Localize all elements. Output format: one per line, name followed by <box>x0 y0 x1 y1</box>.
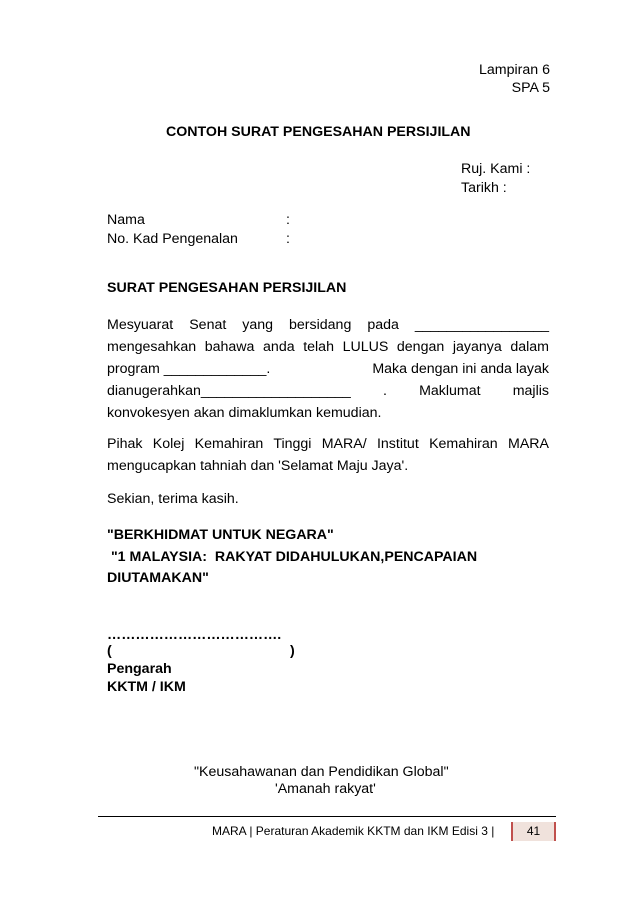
paragraph-segment: Maklumat <box>419 383 481 399</box>
paragraph-segment: Maka dengan ini anda layak <box>372 361 549 377</box>
paragraph-line: konvokesyen akan dimaklumkan kemudian. <box>107 405 382 421</box>
ic-label: No. Kad Pengenalan <box>107 231 238 247</box>
signatory-paren-close: ) <box>290 643 295 659</box>
motto-1malaysia-cont: DIUTAMAKAN" <box>107 570 209 586</box>
paragraph-line: Pihak Kolej Kemahiran Tinggi MARA/ Institut Kemahiran MARA <box>107 436 549 452</box>
paragraph-result <box>107 314 549 424</box>
paragraph-line: mengucapkan tahniah dan 'Selamat Maju Jaya'. <box>107 458 409 474</box>
reference-label: Ruj. Kami : <box>461 161 531 177</box>
footer-divider <box>98 816 556 817</box>
slogan-line-2: 'Amanah rakyat' <box>275 781 376 797</box>
date-label: Tarikh : <box>461 180 507 196</box>
paragraph-segment: majlis <box>512 383 549 399</box>
paragraph-segment: program _____________. <box>107 361 271 377</box>
paragraph-line: mengesahkan bahawa anda telah LULUS dengan jayanya dalam <box>107 339 549 355</box>
footer-text: MARA | Peraturan Akademik KKTM dan IKM Edisi 3 | <box>212 824 495 838</box>
paragraph-segment: dianugerahkan___________________ <box>107 383 351 399</box>
motto-serve-nation: "BERKHIDMAT UNTUK NEGARA" <box>107 527 334 543</box>
paragraph-segment: . <box>382 383 387 399</box>
signatory-organization: KKTM / IKM <box>107 679 186 695</box>
slogan-line-1: "Keusahawanan dan Pendidikan Global" <box>194 764 449 780</box>
signature-line: ………………………………. <box>107 627 282 643</box>
closing-text: Sekian, terima kasih. <box>107 491 239 507</box>
document-title: CONTOH SURAT PENGESAHAN PERSIJILAN <box>166 124 471 140</box>
name-colon: : <box>286 212 290 228</box>
paragraph-line <box>107 380 549 402</box>
page-number: 41 <box>511 822 556 841</box>
paragraph-line: Mesyuarat Senat yang bersidang pada _________________ <box>107 317 549 333</box>
letter-subject: SURAT PENGESAHAN PERSIJILAN <box>107 280 347 296</box>
ic-colon: : <box>286 231 290 247</box>
form-code: SPA 5 <box>511 80 550 96</box>
paragraph-congratulations <box>107 433 549 477</box>
name-label: Nama <box>107 212 145 228</box>
signatory-paren-open: ( <box>107 643 112 659</box>
appendix-label: Lampiran 6 <box>479 62 550 78</box>
signatory-position: Pengarah <box>107 661 172 677</box>
motto-1malaysia: "1 MALAYSIA: RAKYAT DIDAHULUKAN,PENCAPAIAN <box>107 549 478 565</box>
paragraph-line <box>107 358 549 380</box>
